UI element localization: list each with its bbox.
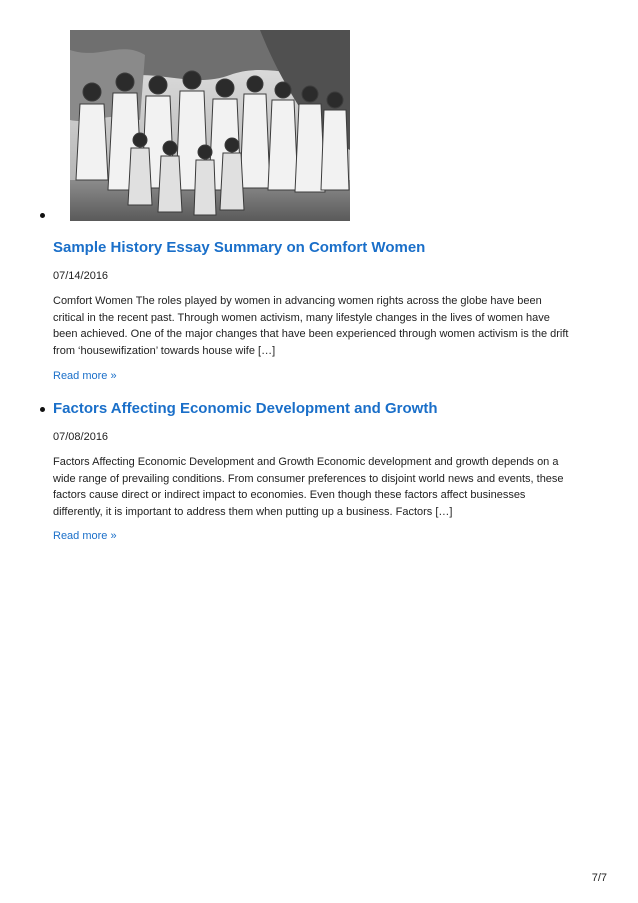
post-excerpt [53,293,608,360]
page-number: 7/7 [591,872,607,884]
photo-graphic [70,30,350,221]
excerpt-line: factors cause direct or indirect impact to economies. Even though these factors affect businesses [53,489,526,502]
excerpt-line: from ‘housewifization’ towards house wife […] [53,345,276,358]
post-excerpt [53,454,608,521]
excerpt-line: Comfort Women The roles played by women in advancing women rights across the globe have been [53,295,542,307]
post-title-link[interactable]: Sample History Essay Summary on Comfort Women [53,239,426,256]
list-bullet [40,407,45,412]
post-thumbnail-image[interactable] [70,30,350,221]
excerpt-line: been achieved. One of the major changes that have been experienced through women activism is the drift [53,328,569,341]
excerpt-line: wide range of prevailing conditions. From consumer preferences to disjoint world news and events, these [53,472,564,485]
read-more-link[interactable]: Read more » [53,370,117,382]
post-date: 07/08/2016 [53,431,109,443]
list-bullet [40,213,45,218]
read-more-link[interactable]: Read more » [53,530,117,542]
excerpt-line: Factors Affecting Economic Development and Growth Economic development and growth depends on a [53,456,559,468]
excerpt-line: critical in the recent past. Through women activism, many lifestyle changes in the lives of women have [53,311,550,324]
post-title-link[interactable]: Factors Affecting Economic Development and Growth [53,400,438,417]
excerpt-line: differently, it is important to address them when putting up a business. Factors […] [53,506,453,519]
post-date: 07/14/2016 [53,270,109,282]
